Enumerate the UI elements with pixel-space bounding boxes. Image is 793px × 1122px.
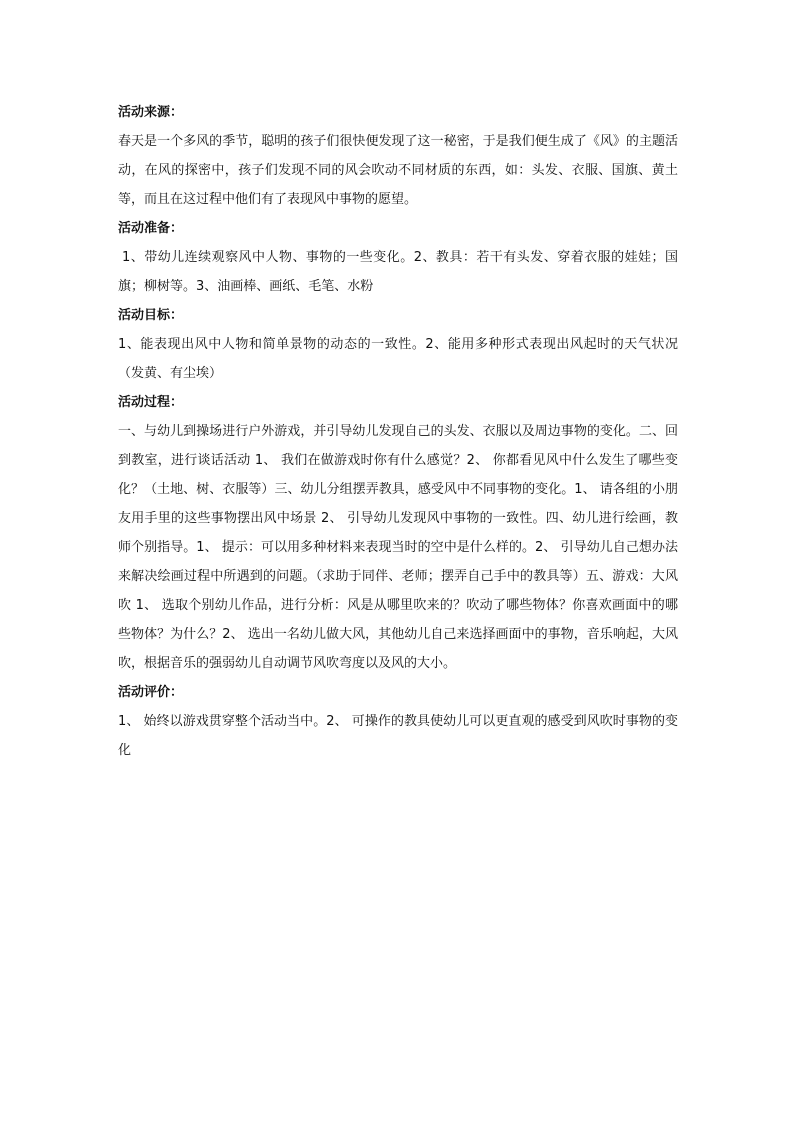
section-body: 春天是一个多风的季节，聪明的孩子们很快便发现了这一秘密，于是我们便生成了《风》的主题活动，在风的探密中，孩子们发现不同的风会吹动不同材质的东西，如：头发、衣服、国旗、黄土等，而且在这过程中他们有了表现风中事物的愿望。: [118, 134, 678, 207]
section-evaluation: [118, 678, 678, 765]
section-body: 1、能表现出风中人物和简单景物的动态的一致性。2、能用多种形式表现出风起时的天气状况（发黄、有尘埃）: [118, 337, 678, 381]
section-body: 1、带幼儿连续观察风中人物、事物的一些变化。2、教具：若干有头发、穿着衣服的娃娃；国旗；柳树等。3、油画棒、画纸、毛笔、水粉: [118, 250, 678, 294]
section-goals: [118, 301, 678, 388]
section-source: [118, 98, 678, 214]
section-body: 一、与幼儿到操场进行户外游戏，并引导幼儿发现自己的头发、衣服以及周边事物的变化。二、回到教室，进行谈话活动 1、 我们在做游戏时你有什么感觉？2、 你都看见风中什么发生了哪些变化？（土地、树、衣服等）三、幼儿分组摆弄教具，感受风中不同事物的变化。1、 请各组的小朋友用手里的这些事物摆出风中场景 2、 引导幼儿发现风中事物的一致性。四、幼儿进行绘画，教师个别指导。1、 提示：可以用多种材料来表现当时的空中是什么样的。2、 引导幼儿自己想办法来解决绘画过程中所遇到的问题。（求助于同伴、老师；摆弄自己手中的教具等）五、游戏：大风吹 1、 选取个别幼儿作品，进行分析：风是从哪里吹来的？吹动了哪些物体？你喜欢画面中的哪些物体？为什么？2、 选出一名幼儿做大风，其他幼儿自己来选择画面中的事物，音乐响起，大风吹，根据音乐的强弱幼儿自动调节风吹弯度以及风的大小。: [118, 424, 678, 671]
document-page: [118, 98, 678, 765]
section-body: 1、 始终以游戏贯穿整个活动当中。2、 可操作的教具使幼儿可以更直观的感受到风吹时事物的变化: [118, 714, 678, 758]
section-heading: 活动来源：: [118, 105, 184, 120]
section-heading: 活动目标：: [118, 308, 184, 323]
section-heading: 活动评价：: [118, 685, 184, 700]
section-heading: 活动准备：: [118, 221, 184, 236]
section-heading: 活动过程：: [118, 395, 184, 410]
section-process: [118, 388, 678, 678]
section-preparation: [118, 214, 678, 301]
